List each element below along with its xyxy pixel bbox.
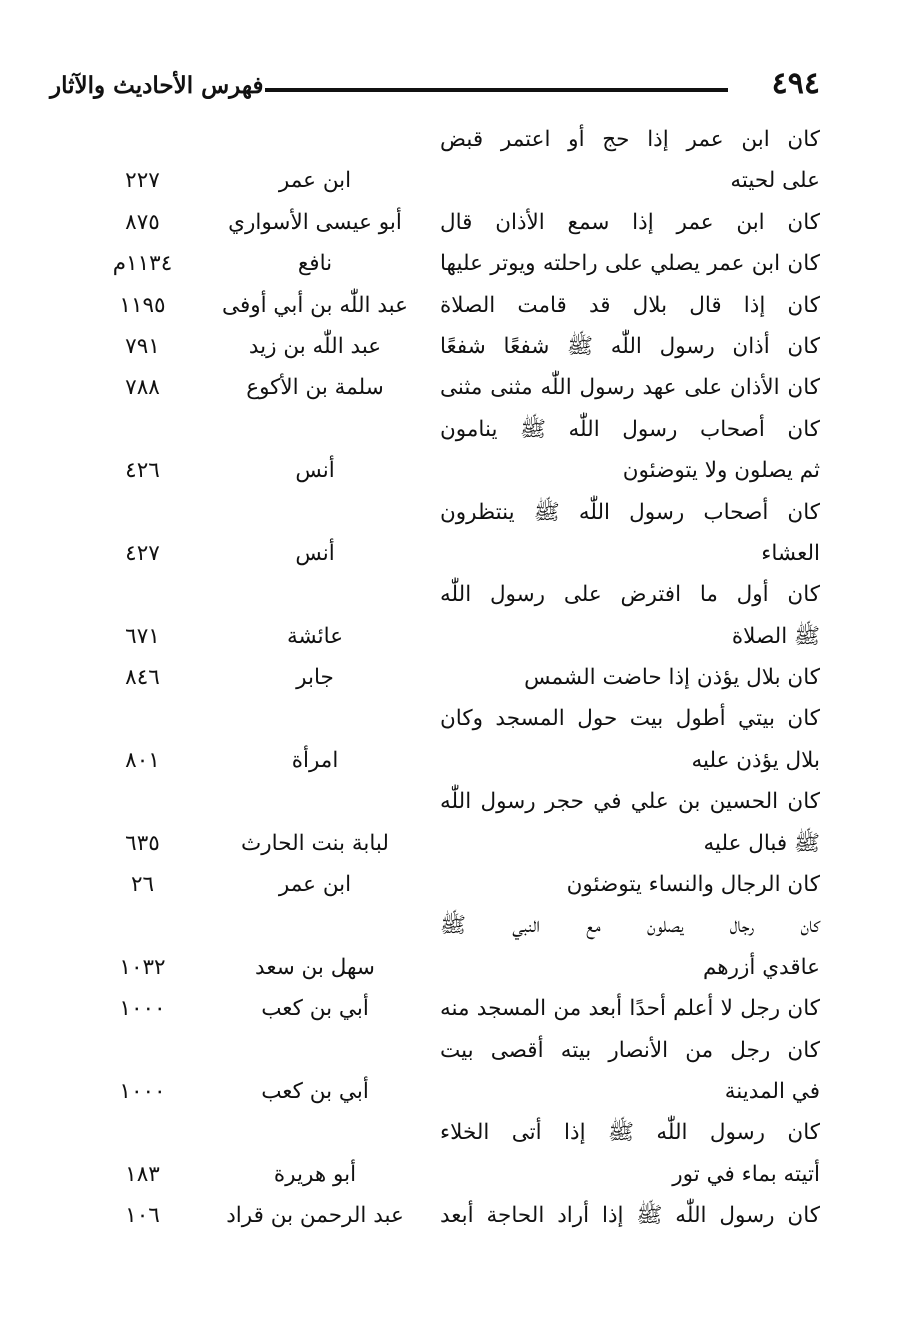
hadith-number: ٢٢٧ <box>125 168 160 194</box>
narrator: امرأة <box>291 747 339 773</box>
hadith-text: كان ابن عمر إذا حج أو اعتمر قبض <box>440 127 820 152</box>
hadith-number: ١٠٦ <box>125 1203 160 1229</box>
hadith-text: كان رجل من الأنصار بيته أقصى بيت <box>440 1037 820 1063</box>
hadith-text: ﷺ الصلاة <box>731 623 820 649</box>
hadith-number: ١١٣٤م <box>112 251 173 277</box>
index-line <box>100 988 820 1029</box>
hadith-number: ٨٠١ <box>125 747 160 773</box>
index-line <box>100 864 820 905</box>
narrator: أبو هريرة <box>273 1161 357 1187</box>
hadith-number: ٧٨٨ <box>125 375 160 401</box>
hadith-number: ٦٧١ <box>125 623 160 649</box>
hadith-text: بلال يؤذن عليه <box>691 747 820 773</box>
narrator: أبو عيسى الأسواري <box>228 209 402 235</box>
hadith-text: كان أول ما افترض على رسول اللّٰه <box>440 582 820 608</box>
hadith-text: كان بيتي أطول بيت حول المسجد وكان <box>440 706 820 732</box>
index-line <box>100 1030 820 1071</box>
hadith-text: كان الحسين بن علي في حجر رسول اللّٰه <box>440 789 820 815</box>
index-line <box>100 243 820 284</box>
narrator: عبد الرحمن بن قراد <box>226 1203 404 1229</box>
index-line <box>100 947 820 988</box>
hadith-text: كان إذا قال بلال قد قامت الصلاة <box>440 292 820 318</box>
hadith-number: ١٠٠٠ <box>119 996 166 1022</box>
hadith-number: ٨٤٦ <box>125 665 160 691</box>
hadith-text: كان رجل لا أعلم أحدًا أبعد من المسجد منه <box>440 996 820 1022</box>
narrator: أبي بن كعب <box>261 1078 369 1104</box>
narrator: لبابة بنت الحارث <box>241 830 389 856</box>
hadith-number: ٧٩١ <box>125 333 160 359</box>
index-line <box>100 574 820 615</box>
index-line <box>100 905 820 946</box>
narrator: نافع <box>297 251 333 277</box>
narrator: أنس <box>295 458 335 484</box>
index-line <box>100 698 820 739</box>
index-line <box>100 657 820 698</box>
index-line <box>100 285 820 326</box>
hadith-text: في المدينة <box>724 1078 820 1104</box>
hadith-number: ٢٦ <box>130 872 155 898</box>
header-rule <box>265 88 728 92</box>
hadith-text: العشاء <box>761 540 820 566</box>
hadith-index <box>100 119 820 1237</box>
index-line <box>100 409 820 450</box>
hadith-text: عاقدي أزرهم <box>703 954 820 980</box>
hadith-number: ١٨٣ <box>125 1161 160 1187</box>
page-number: ٤٩٤ <box>771 66 820 101</box>
hadith-number: ١٠٠٠ <box>119 1078 166 1104</box>
hadith-text: كان رسول اللّٰه ﷺ إذا أراد الحاجة أبعد <box>440 1203 820 1229</box>
index-line <box>100 1195 820 1236</box>
narrator: عائشة <box>286 623 344 649</box>
index-line <box>100 367 820 408</box>
page-header <box>50 62 820 112</box>
hadith-text: كان رجال يصلون مع النبي ﷺ <box>440 913 820 939</box>
hadith-text: كان ابن عمر يصلي على راحلته ويوتر عليها <box>440 251 820 277</box>
hadith-text: كان بلال يؤذن إذا حاضت الشمس <box>524 665 820 691</box>
hadith-text: كان رسول اللّٰه ﷺ إذا أتى الخلاء <box>440 1120 820 1146</box>
index-line <box>100 450 820 491</box>
hadith-number: ٦٣٥ <box>125 830 160 856</box>
hadith-text: ﷺ فبال عليه <box>703 830 820 856</box>
hadith-text: أتيته بماء في تور <box>672 1161 820 1187</box>
index-line <box>100 326 820 367</box>
index-line <box>100 119 820 160</box>
narrator: عبد اللّٰه بن زيد <box>248 333 382 359</box>
hadith-text: كان أصحاب رسول اللّٰه ﷺ ينامون <box>440 416 820 442</box>
narrator: سلمة بن الأكوع <box>246 375 384 401</box>
hadith-text: كان الرجال والنساء يتوضئون <box>566 872 820 898</box>
running-title: فهرس الأحاديث والآثار <box>50 72 264 99</box>
index-line <box>100 616 820 657</box>
hadith-number: ١٠٣٢ <box>119 954 166 980</box>
hadith-text: ثم يصلون ولا يتوضئون <box>622 458 820 484</box>
index-line <box>100 202 820 243</box>
index-line <box>100 533 820 574</box>
narrator: أنس <box>295 540 335 566</box>
index-line <box>100 492 820 533</box>
narrator: جابر <box>296 665 334 691</box>
index-line <box>100 740 820 781</box>
hadith-text: على لحيته <box>730 168 820 194</box>
index-line <box>100 823 820 864</box>
narrator: سهل بن سعد <box>255 954 375 980</box>
narrator: ابن عمر <box>278 168 352 194</box>
hadith-text: كان أصحاب رسول اللّٰه ﷺ ينتظرون <box>440 499 820 525</box>
hadith-text: كان ابن عمر إذا سمع الأذان قال <box>440 209 820 235</box>
narrator: أبي بن كعب <box>261 996 369 1022</box>
hadith-number: ٤٢٦ <box>125 458 160 484</box>
hadith-text: كان الأذان على عهد رسول اللّٰه مثنى مثنى <box>440 375 820 401</box>
narrator: ابن عمر <box>278 872 352 898</box>
index-line <box>100 1071 820 1112</box>
index-line <box>100 781 820 822</box>
index-line <box>100 1112 820 1153</box>
index-line <box>100 1154 820 1195</box>
hadith-number: ٤٢٧ <box>125 540 160 566</box>
hadith-number: ٨٧٥ <box>125 209 160 235</box>
hadith-text: كان أذان رسول اللّٰه ﷺ شفعًا شفعًا <box>440 333 820 359</box>
narrator: عبد اللّٰه بن أبي أوفى <box>222 292 408 318</box>
hadith-number: ١١٩٥ <box>119 292 166 318</box>
index-line <box>100 160 820 201</box>
